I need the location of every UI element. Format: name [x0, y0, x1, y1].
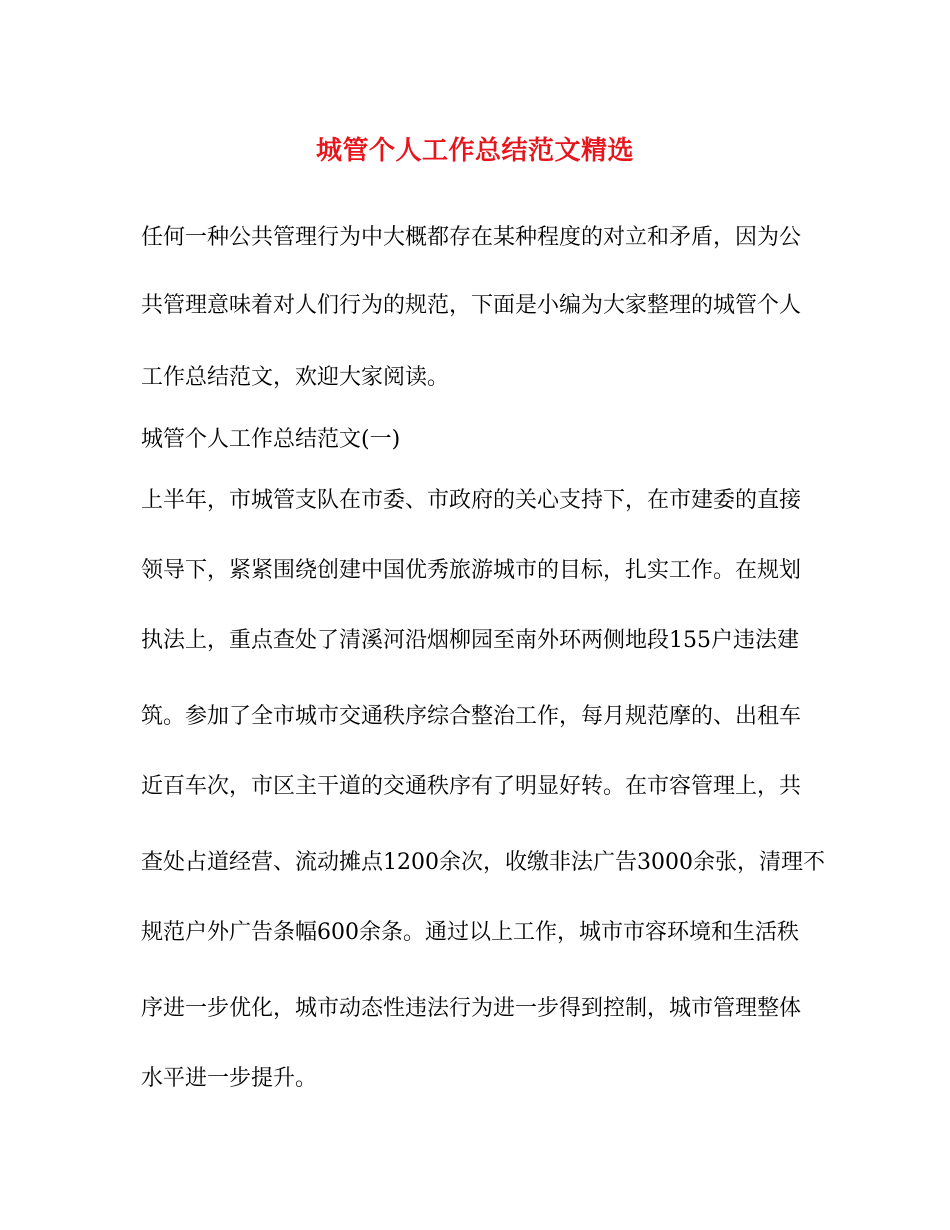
section-heading: 城管个人工作总结范文(一) [141, 427, 401, 452]
intro-line: 工作总结范文，欢迎大家阅读。 [141, 365, 450, 390]
intro-line: 共管理意味着对人们行为的规范，下面是小编为大家整理的城管个人 [141, 293, 802, 318]
document-title: 城管个人工作总结范文精选 [315, 136, 634, 166]
intro-line: 任何一种公共管理行为中大概都存在某种程度的对立和矛盾，因为公 [141, 225, 802, 250]
body-line: 查处占道经营、流动摊点1200余次，收缴非法广告3000余张，清理不 [141, 850, 825, 875]
body-line: 近百车次，市区主干道的交通秩序有了明显好转。在市容管理上，共 [141, 774, 802, 799]
body-line: 上半年，市城管支队在市委、市政府的关心支持下，在市建委的直接 [141, 488, 802, 513]
body-line: 执法上，重点查处了清溪河沿烟柳园至南外环两侧地段155户违法建 [141, 628, 799, 653]
body-line: 水平进一步提升。 [141, 1066, 318, 1091]
body-line: 规范户外广告条幅600余条。通过以上工作，城市市容环境和生活秩 [141, 920, 799, 945]
body-line: 序进一步优化，城市动态性违法行为进一步得到控制，城市管理整体 [141, 996, 802, 1021]
body-line: 领导下，紧紧围绕创建中国优秀旅游城市的目标，扎实工作。在规划 [141, 558, 802, 583]
body-line: 筑。参加了全市城市交通秩序综合整治工作，每月规范摩的、出租车 [141, 704, 802, 729]
